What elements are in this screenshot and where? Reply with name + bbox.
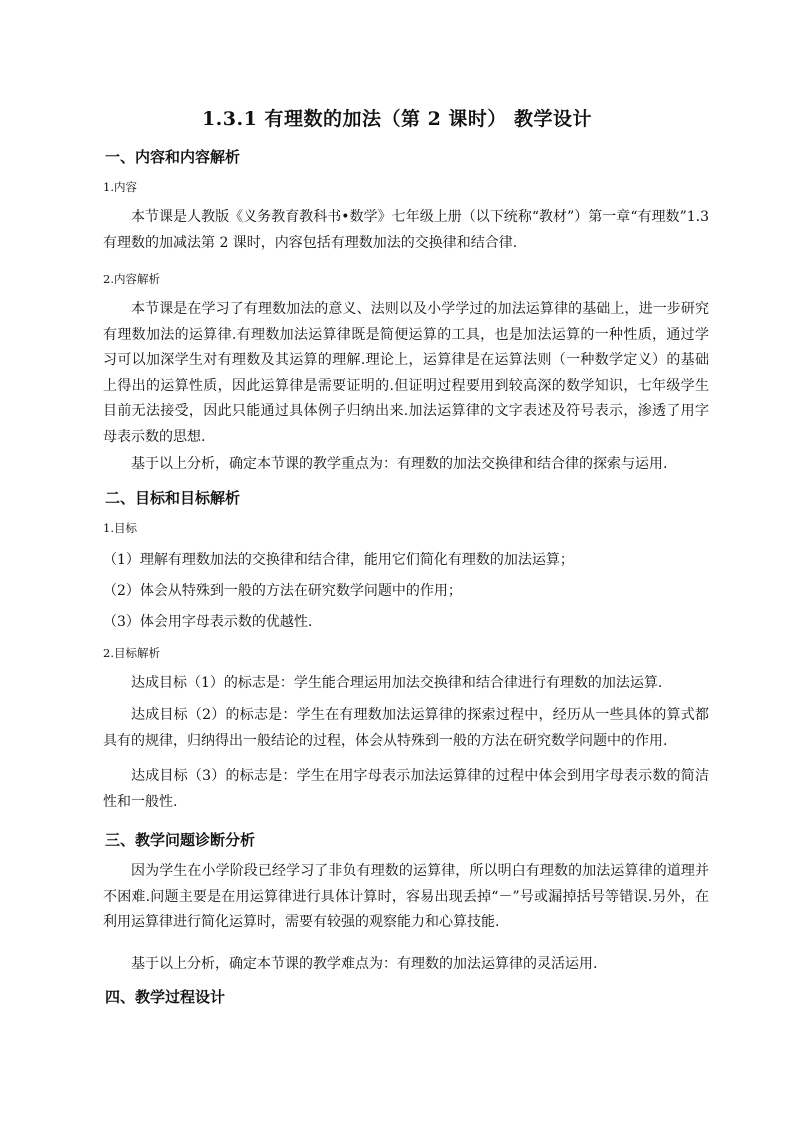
section-1-sub-2: 2.内容解析 <box>103 272 160 286</box>
section-3-paragraph-2: 基于以上分析，确定本节课的教学难点为：有理数的加法运算律的灵活运用. <box>131 956 598 972</box>
section-2-sub-1: 1.目标 <box>103 521 137 535</box>
section-2-sub-2: 2.目标解析 <box>103 646 160 660</box>
section-3-paragraph-1: 因为学生在小学阶段已经学习了非负有理数的运算律，所以明白有理数的加法运算律的道理并不困难.问题主要是在用运算律进行具体计算时，容易出现丢掉“－”号或漏掉括号等错误.另外，在利用运算律进行简化运算时，需要有较强的观察能力和心算技能. <box>103 863 709 930</box>
section-1-paragraph-2: 本节课是在学习了有理数加法的意义、法则以及小学学过的加法运算律的基础上，进一步研究有理数加法的运算律.有理数加法运算律既是简便运算的工具，也是加法运算的一种性质，通过学习可以加深学生对有理数及其运算的理解.理论上，运算律是在运算法则（一种数学定义）的基础上得出的运算性质，因此运算律是需要证明的.但证明过程要用到较高深的数学知识，七年级学生目前无法接受，因此只能通过具体例子归纳出来.加法运算律的文字表述及符号表示，渗透了用字母表示数的思想. <box>103 301 709 445</box>
goal-analysis-1: 达成目标（1）的标志是：学生能合理运用加法交换律和结合律进行有理数的加法运算. <box>131 675 663 691</box>
section-1-heading: 一、内容和内容解析 <box>105 148 241 166</box>
goal-item-3: （3）体会用字母表示数的优越性. <box>103 614 313 630</box>
section-3-heading: 三、教学问题诊断分析 <box>105 831 256 849</box>
goal-analysis-2: 达成目标（2）的标志是：学生在有理数加法运算律的探索过程中，经历从一些具体的算式都具有的规律，归纳得出一般结论的过程，体会从特殊到一般的方法在研究数学问题中的作用. <box>103 707 709 749</box>
section-1-paragraph-1: 本节课是人教版《义务教育教科书•数学》七年级上册（以下统称“教材”）第一章“有理数”1.3 有理数的加减法第 2 课时，内容包括有理数加法的交换律和结合律. <box>103 209 709 251</box>
goal-item-2: （2）体会从特殊到一般的方法在研究数学问题中的作用； <box>103 583 462 599</box>
section-1-paragraph-3: 基于以上分析，确定本节课的教学重点为：有理数的加法交换律和结合律的探索与运用. <box>131 456 668 472</box>
section-4-heading: 四、教学过程设计 <box>105 988 226 1006</box>
section-2-heading: 二、目标和目标解析 <box>105 489 241 507</box>
goal-analysis-3: 达成目标（3）的标志是：学生在用字母表示加法运算律的过程中体会到用字母表示数的简洁性和一般性. <box>103 768 709 810</box>
document-title: 1.3.1 有理数的加法（第 2 课时） 教学设计 <box>201 108 593 130</box>
goal-item-1: （1）理解有理数加法的交换律和结合律，能用它们简化有理数的加法运算； <box>103 552 574 568</box>
section-1-sub-1: 1.内容 <box>103 180 137 194</box>
